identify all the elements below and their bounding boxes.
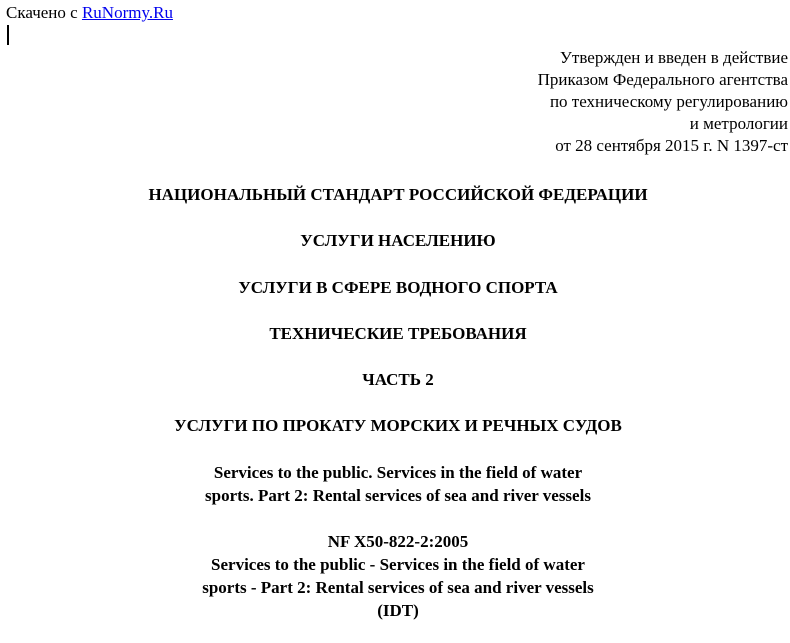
approval-line: Приказом Федерального агентства — [537, 70, 788, 89]
standard-type-heading: НАЦИОНАЛЬНЫЙ СТАНДАРТ РОССИЙСКОЙ ФЕДЕРАЦИИ — [148, 185, 648, 204]
approval-line: по техническому регулированию — [549, 92, 788, 111]
source-line — [6, 3, 173, 23]
english-title-line: sports. Part 2: Rental services of sea and river vessels — [205, 486, 591, 505]
part-subject-heading: УСЛУГИ ПО ПРОКАТУ МОРСКИХ И РЕЧНЫХ СУДОВ — [174, 416, 622, 435]
series-title-heading: УСЛУГИ НАСЕЛЕНИЮ — [300, 231, 496, 250]
approval-block — [538, 47, 788, 157]
approval-line: Утвержден и введен в действие — [559, 48, 788, 67]
reference-standard — [0, 530, 790, 622]
source-prefix: Скачено с — [6, 3, 82, 22]
reference-standard-equivalence: (IDT) — [377, 601, 419, 620]
approval-line: и метрологии — [689, 114, 788, 133]
source-link[interactable]: RuNormy.Ru — [81, 3, 173, 22]
reference-standard-line: sports - Part 2: Rental services of sea and river vessels — [202, 578, 594, 597]
reference-standard-line: Services to the public - Services in the field of water — [211, 555, 585, 574]
reference-standard-code: NF X50-822-2:2005 — [327, 532, 469, 551]
requirements-title-heading: ТЕХНИЧЕСКИЕ ТРЕБОВАНИЯ — [269, 324, 527, 343]
text-cursor — [7, 25, 9, 45]
part-title-heading: ЧАСТЬ 2 — [362, 370, 434, 389]
english-title — [0, 461, 790, 507]
approval-line: от 28 сентября 2015 г. N 1397-ст — [555, 136, 788, 155]
subject-title-heading: УСЛУГИ В СФЕРЕ ВОДНОГО СПОРТА — [238, 278, 558, 297]
english-title-line: Services to the public. Services in the field of water — [213, 463, 583, 482]
